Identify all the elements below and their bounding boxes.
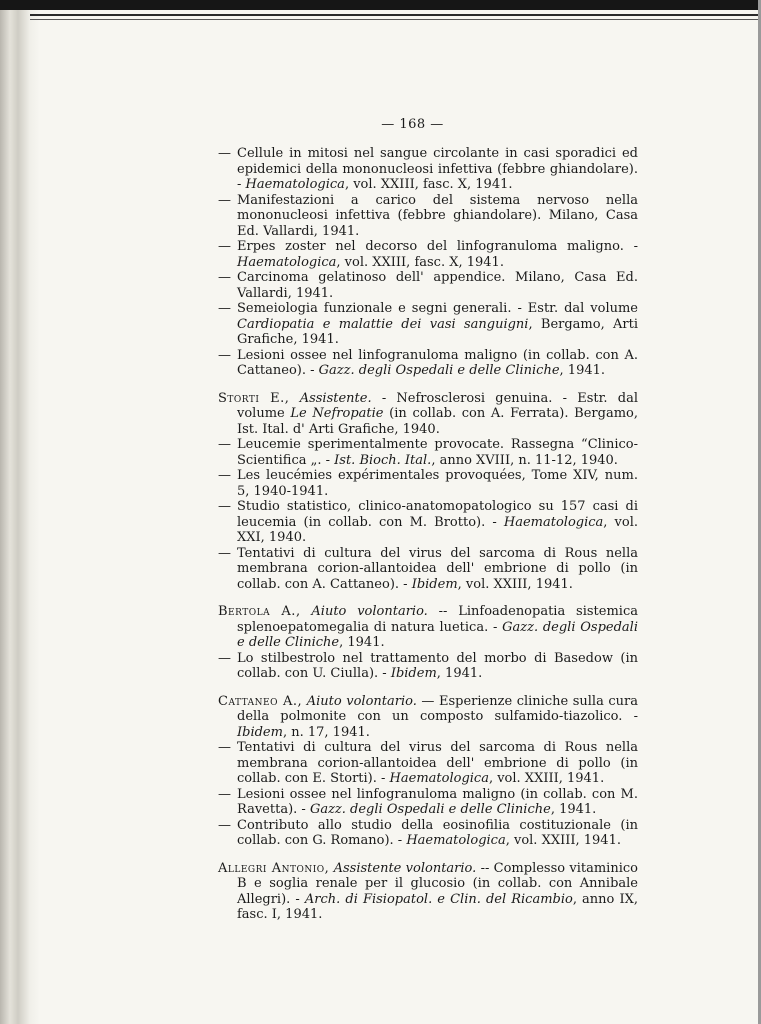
author-role: Assistente. xyxy=(299,390,372,406)
section-storti xyxy=(218,391,638,593)
entry: — Carcinoma gelatinoso dell' appendice. Milano, Casa Ed. Vallardi, 1941. xyxy=(218,270,638,301)
author-name: Storti E., xyxy=(218,390,290,406)
author-role: Aiuto volontario. xyxy=(306,693,417,709)
entry: — Manifestazioni a carico del sistema nervoso nella mononucleosi infettiva (febbre ghiandolare). Milano, Casa Ed. Vallardi, 1941. xyxy=(218,192,638,239)
section-cattaneo xyxy=(218,694,638,849)
author-entry: Allegri Antonio, Assistente volontario. -- Complesso vitaminico B e soglia renale per il glucosio (in collab. con Annibale Allegri). - Arch. di Fisiopatol. e Clin. del Ricambio, anno IX, fasc. I, 1941. xyxy=(218,860,638,922)
entry: — Contributo allo studio della eosinofilia costituzionale (in collab. con G. Romano). - Haematologica, vol. XXIII, 1941. xyxy=(218,817,638,848)
scan-binding-edge xyxy=(0,0,40,1024)
entry: — Tentativi di cultura del virus del sarcoma di Rous nella membrana corion-allantoidea dell' embrione di pollo (in collab. con A. Cattaneo). - Ibidem, vol. XXIII, 1941. xyxy=(218,545,638,592)
entry: — Les leucémies expérimentales provoquées, Tome XIV, num. 5, 1940-1941. xyxy=(218,468,638,499)
entry: — Semeiologia funzionale e segni generali. - Estr. dal volume Cardiopatia e malattie dei vasi sanguigni, Bergamo, Arti Grafiche, 1941. xyxy=(218,301,638,347)
author-name: Allegri Antonio, xyxy=(218,860,330,876)
author-entry: Bertola A., Aiuto volontario. -- Linfoadenopatia sistemica splenoepatomegalia di natura luetica. - Gazz. degli Ospedali e delle Cliniche, 1941. xyxy=(218,604,638,650)
header-rule xyxy=(30,14,761,16)
entry: — Lesioni ossee nel linfogranuloma maligno (in collab. con A. Cattaneo). - Gazz. degli Ospedali e delle Cliniche, 1941. xyxy=(218,347,638,378)
author-role: Aiuto volontario. xyxy=(311,604,428,619)
entry: — Studio statistico, clinico-anatomopatologico su 157 casi di leucemia (in collab. con M. Brotto). - Haematologica, vol. XXI, 1940. xyxy=(218,499,638,545)
author-entry: Cattaneo A., Aiuto volontario. — Esperienze cliniche sulla cura della polmonite con un composto sulfamido-tiazolico. - Ibidem, n. 17, 1941. xyxy=(218,693,638,740)
header-rule-thin xyxy=(30,19,761,20)
scan-top-edge xyxy=(0,0,761,10)
entry: — Lesioni ossee nel linfogranuloma maligno (in collab. con M. Ravetta). - Gazz. degli Ospedali e delle Cliniche, 1941. xyxy=(218,786,638,817)
bibliography-list xyxy=(218,146,638,923)
entry: — Tentativi di cultura del virus del sarcoma di Rous nella membrana corion-allantoidea dell' embrione di pollo (in collab. con E. Storti). - Haematologica, vol. XXIII, 1941. xyxy=(218,740,638,786)
section-allegri xyxy=(218,861,638,923)
entry: — Cellule in mitosi nel sangue circolante in casi sporadici ed epidemici della mononucleosi infettiva (febbre ghiandolare). - Haematologica, vol. XXIII, fasc. X, 1941. xyxy=(218,146,638,192)
entry: — Leucemie sperimentalmente provocate. Rassegna “Clinico-Scientifica „. - Ist. Bioch. Ital., anno XVIII, n. 11-12, 1940. xyxy=(218,437,638,468)
author-name: Bertola A., xyxy=(218,604,301,619)
author-role: Assistente volontario. xyxy=(333,860,477,876)
section-bertola xyxy=(218,604,638,682)
page-number: — 168 — xyxy=(381,117,444,132)
author-name: Cattaneo A., xyxy=(218,693,303,709)
entry: — Erpes zoster nel decorso del linfogranuloma maligno. - Haematologica, vol. XXIII, fasc. X, 1941. xyxy=(218,239,638,270)
entry: — Lo stilbestrolo nel trattamento del morbo di Basedow (in collab. con U. Ciulla). - Ibidem, 1941. xyxy=(218,650,638,681)
author-entry: Storti E., Assistente. - Nefrosclerosi genuina. - Estr. dal volume Le Nefropatie (in collab. con A. Ferrata). Bergamo, Ist. Ital. d' Arti Grafiche, 1940. xyxy=(218,390,639,437)
section-continued xyxy=(218,146,638,379)
